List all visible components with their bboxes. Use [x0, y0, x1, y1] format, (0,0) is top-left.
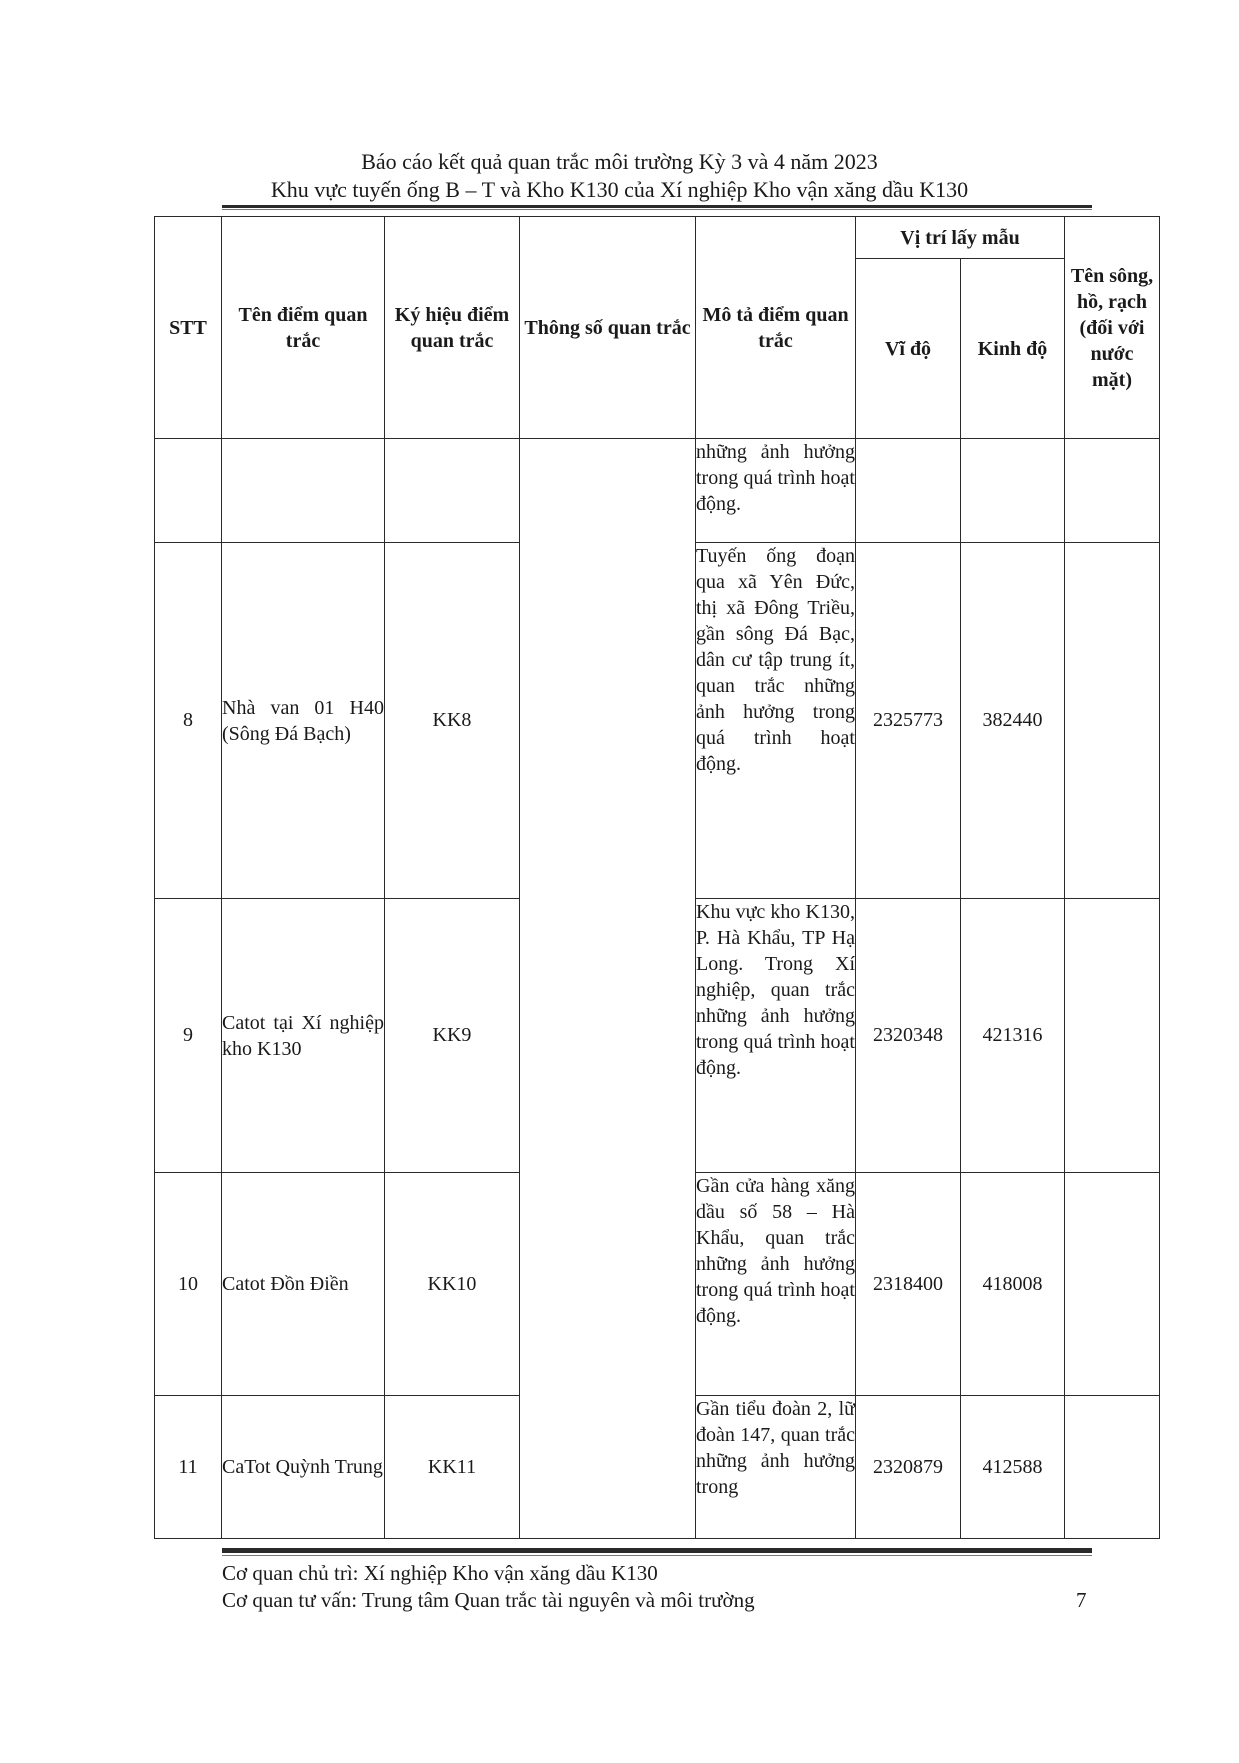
cell-vi-do — [856, 439, 961, 543]
cell-stt: 10 — [155, 1173, 222, 1396]
cell-stt — [155, 439, 222, 543]
cell-ten-song — [1065, 543, 1160, 899]
table-row-continuation — [155, 439, 1160, 543]
header-mo-ta: Mô tả điểm quan trắc — [696, 217, 856, 439]
cell-stt: 9 — [155, 899, 222, 1173]
cell-ten-diem: Catot Đồn Điền — [222, 1173, 385, 1396]
header-ky-hieu: Ký hiệu điểm quan trắc — [385, 217, 520, 439]
cell-kinh-do: 421316 — [961, 899, 1065, 1173]
header-vi-do: Vĩ độ — [856, 259, 961, 439]
page-number: 7 — [1076, 1588, 1087, 1612]
header-kinh-do: Kinh độ — [961, 259, 1065, 439]
header-ten-diem: Tên điểm quan trắc — [222, 217, 385, 439]
cell-vi-do: 2325773 — [856, 543, 961, 899]
cell-vi-do: 2320348 — [856, 899, 961, 1173]
cell-kinh-do: 418008 — [961, 1173, 1065, 1396]
header-rule — [222, 205, 1092, 208]
cell-ky-hieu: KK9 — [385, 899, 520, 1173]
cell-ten-song — [1065, 899, 1160, 1173]
cell-mo-ta: những ảnh hưởng trong quá trình hoạt động. — [696, 439, 856, 543]
cell-ten-song — [1065, 439, 1160, 543]
header-stt: STT — [155, 217, 222, 439]
cell-stt: 8 — [155, 543, 222, 899]
header-vi-tri: Vị trí lấy mẫu — [856, 217, 1065, 259]
footer-rule — [222, 1548, 1092, 1553]
header-rule-thin — [222, 209, 1092, 210]
cell-thong-so — [520, 439, 696, 1539]
cell-ten-song — [1065, 1173, 1160, 1396]
report-subtitle: Khu vực tuyến ống B – T và Kho K130 của Xí nghiệp Kho vận xăng dầu K130 — [270, 177, 969, 202]
cell-ten-song — [1065, 1396, 1160, 1539]
footer-consulting-agency: Cơ quan tư vấn: Trung tâm Quan trắc tài nguyên và môi trường — [222, 1588, 755, 1612]
report-title: Báo cáo kết quả quan trắc môi trường Kỳ 3 và 4 năm 2023 — [361, 149, 878, 174]
cell-mo-ta: Gần tiểu đoàn 2, lữ đoàn 147, quan trắc những ảnh hưởng trong — [696, 1396, 856, 1539]
cell-vi-do: 2320879 — [856, 1396, 961, 1539]
header-ten-song: Tên sông, hồ, rạch (đối với nước mặt) — [1065, 217, 1160, 439]
cell-mo-ta: Khu vực kho K130, P. Hà Khẩu, TP Hạ Long. Trong Xí nghiệp, quan trắc những ảnh hưởng trong quá trình hoạt động. — [696, 899, 856, 1173]
cell-ten-diem — [222, 439, 385, 543]
cell-vi-do: 2318400 — [856, 1173, 961, 1396]
footer-host-agency: Cơ quan chủ trì: Xí nghiệp Kho vận xăng dầu K130 — [222, 1561, 658, 1585]
cell-mo-ta: Gần cửa hàng xăng dầu số 58 – Hà Khẩu, quan trắc những ảnh hưởng trong quá trình hoạt động. — [696, 1173, 856, 1396]
cell-mo-ta: Tuyến ống đoạn qua xã Yên Đức, thị xã Đông Triều, gần sông Đá Bạc, dân cư tập trung ít, quan trắc những ảnh hưởng trong quá trình hoạt động. — [696, 543, 856, 899]
monitoring-points-table — [154, 216, 1160, 1539]
footer-rule-thin — [222, 1555, 1092, 1556]
cell-kinh-do: 382440 — [961, 543, 1065, 899]
cell-ky-hieu: KK8 — [385, 543, 520, 899]
cell-stt: 11 — [155, 1396, 222, 1539]
cell-kinh-do — [961, 439, 1065, 543]
cell-ten-diem: CaTot Quỳnh Trung — [222, 1396, 385, 1539]
cell-kinh-do: 412588 — [961, 1396, 1065, 1539]
cell-ten-diem: Nhà van 01 H40 (Sông Đá Bạch) — [222, 543, 385, 899]
header-thong-so: Thông số quan trắc — [520, 217, 696, 439]
cell-ky-hieu: KK10 — [385, 1173, 520, 1396]
cell-ten-diem: Catot tại Xí nghiệp kho K130 — [222, 899, 385, 1173]
cell-ky-hieu: KK11 — [385, 1396, 520, 1539]
cell-ky-hieu — [385, 439, 520, 543]
